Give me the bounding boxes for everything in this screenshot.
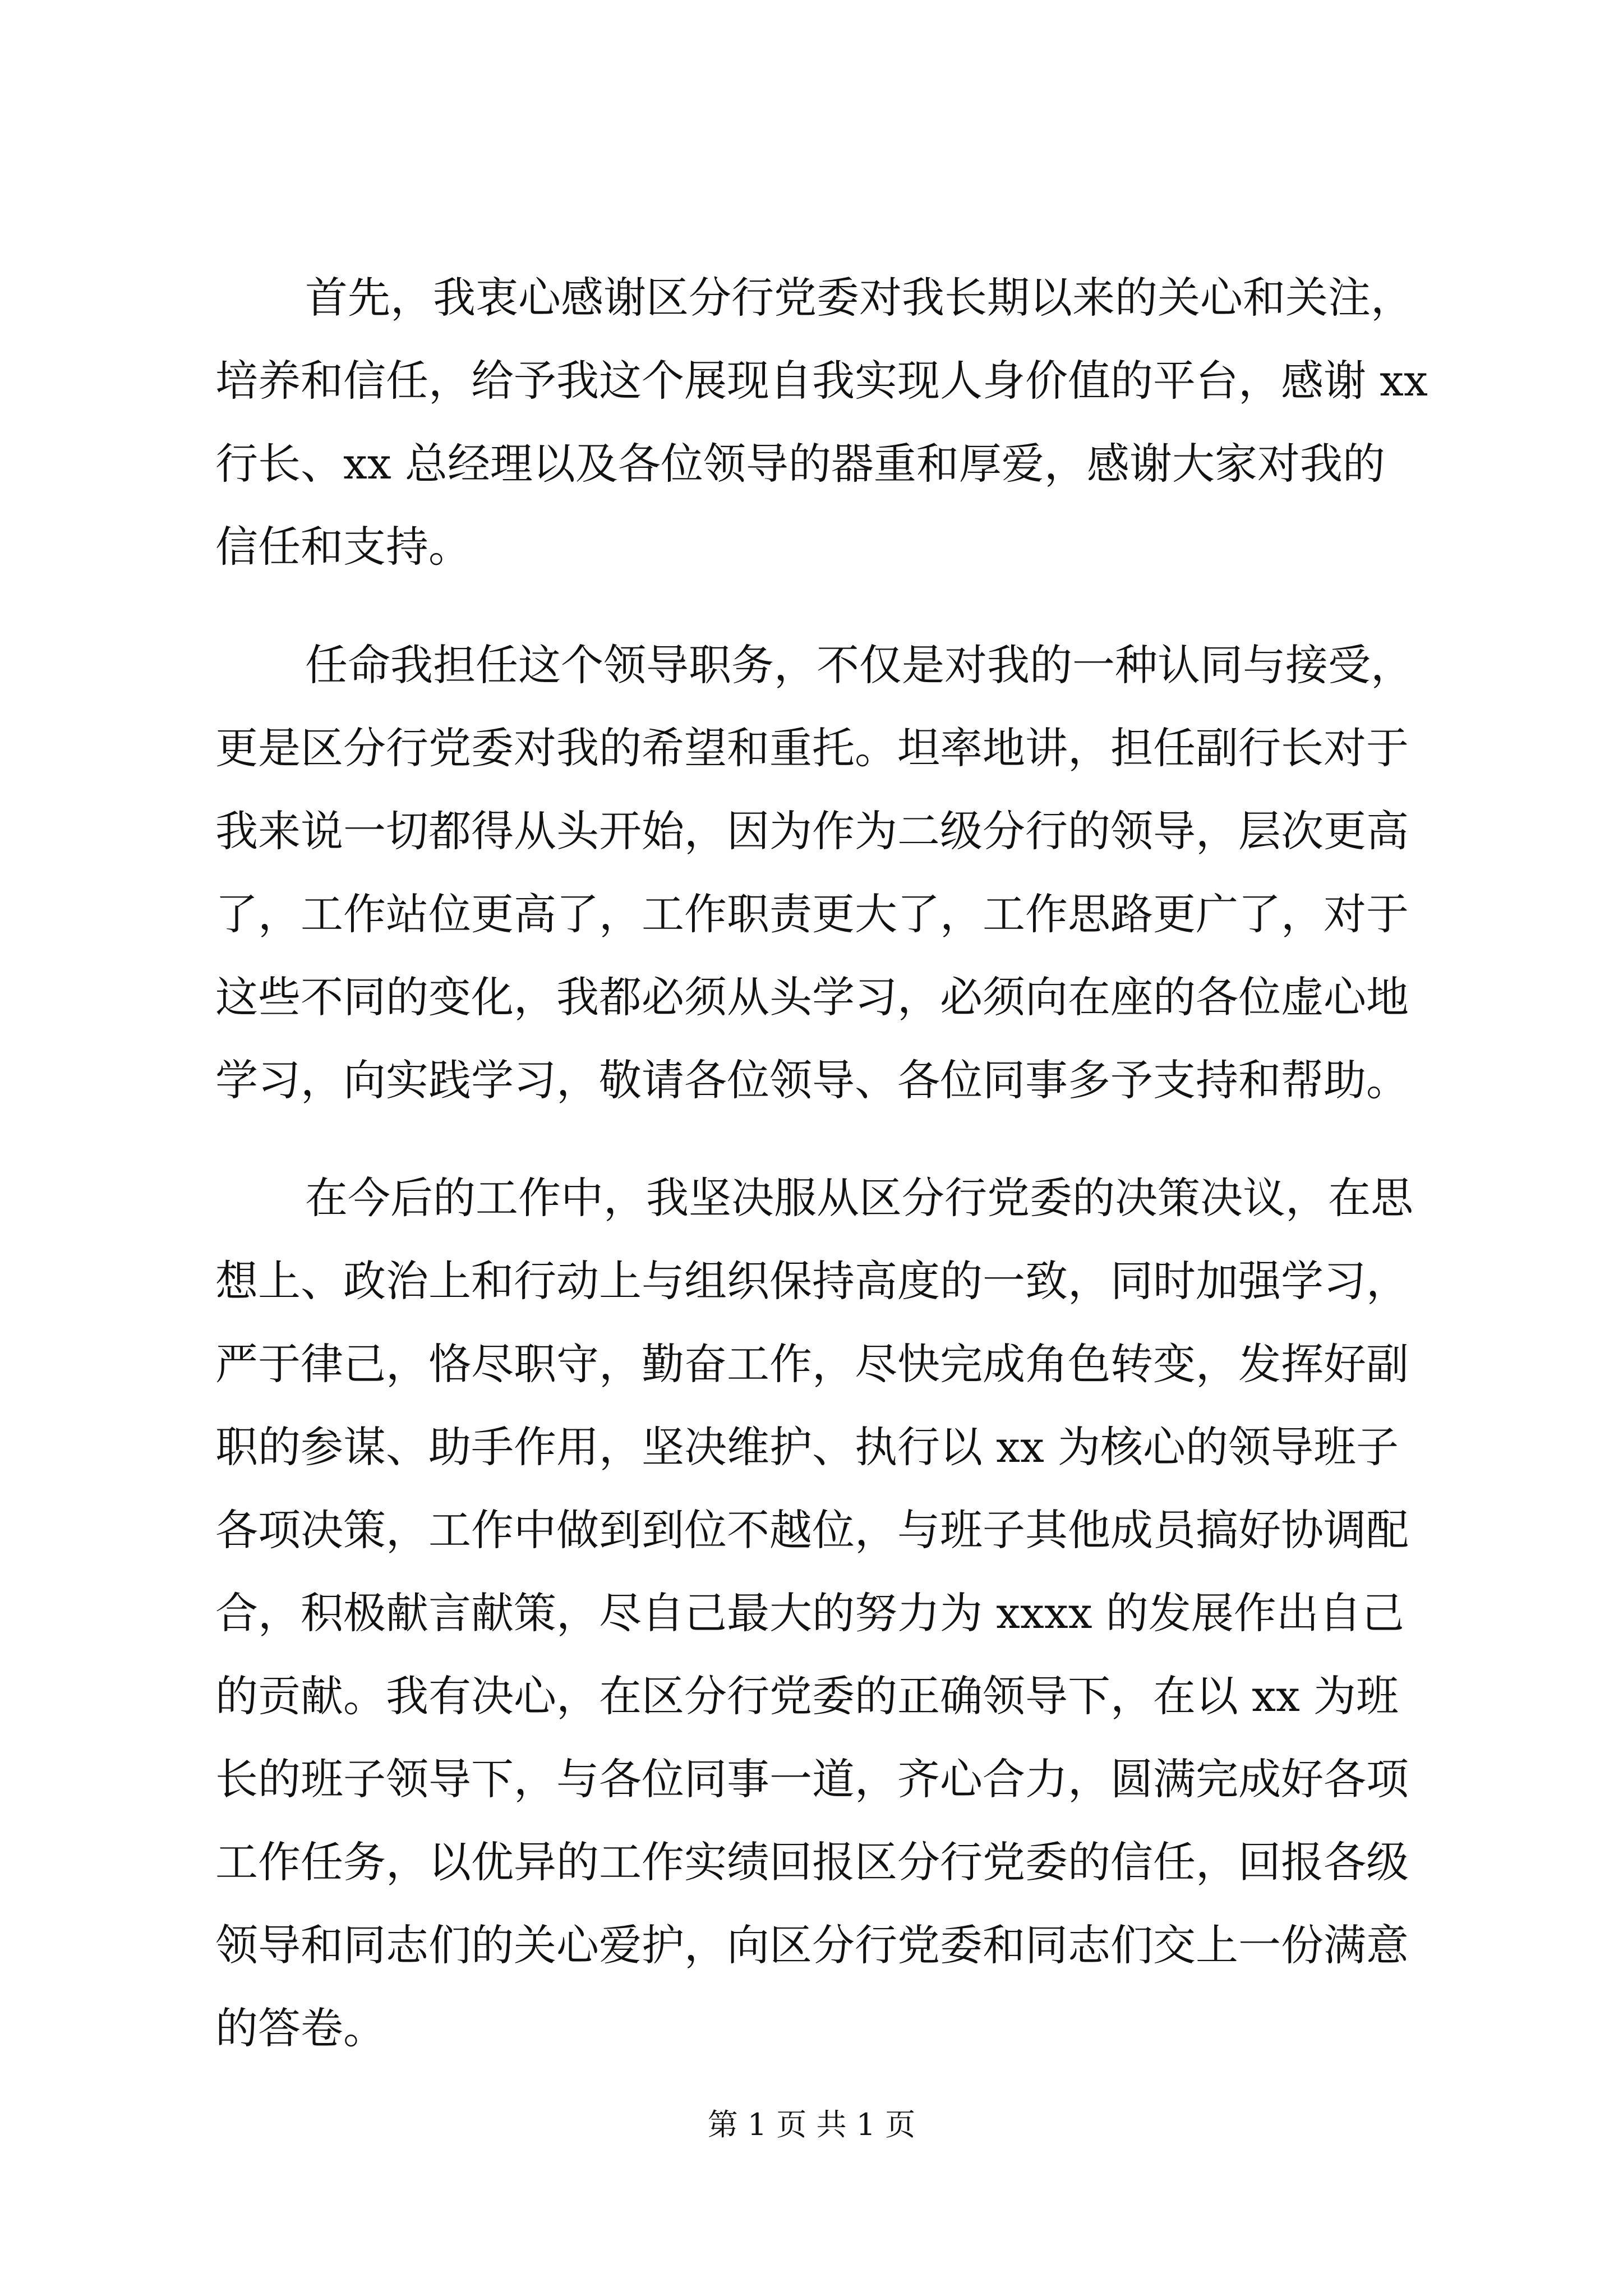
paragraph-3-line-9: 工作任务，以优异的工作实绩回报区分行党委的信任，回报各级: [215, 1837, 1409, 1887]
paragraph-1-line-4: 信任和支持。: [215, 522, 471, 572]
page-footer: 第 1 页 共 1 页: [707, 2107, 916, 2142]
paragraph-3-line-7: 的贡献。我有决心，在区分行党委的正确领导下，在以 xx 为班: [215, 1671, 1399, 1721]
paragraph-3-line-4: 职的参谋、助手作用，坚决维护、执行以 xx 为核心的领导班子: [215, 1422, 1399, 1472]
paragraph-2-line-5: 这些不同的变化，我都必须从头学习，必须向在座的各位虚心地: [215, 972, 1409, 1022]
paragraph-3-line-10: 领导和同志们的关心爱护，向区分行党委和同志们交上一份满意: [215, 1920, 1409, 1970]
paragraph-1-line-2: 培养和信任，给予我这个展现自我实现人身价值的平台，感谢 xx: [215, 356, 1428, 406]
paragraph-3-line-3: 严于律己，恪尽职守，勤奋工作，尽快完成角色转变，发挥好副: [215, 1339, 1409, 1389]
paragraph-3-line-11: 的答卷。: [215, 2003, 386, 2053]
paragraph-2-line-4: 了，工作站位更高了，工作职责更大了，工作思路更广了，对于: [215, 889, 1409, 939]
paragraph-2-line-2: 更是区分行党委对我的希望和重托。坦率地讲，担任副行长对于: [215, 723, 1409, 773]
paragraph-3-line-8: 长的班子领导下，与各位同事一道，齐心合力，圆满完成好各项: [215, 1754, 1409, 1804]
paragraph-2-line-6: 学习，向实践学习，敬请各位领导、各位同事多予支持和帮助。: [215, 1055, 1409, 1105]
paragraph-3-line-1: 在今后的工作中，我坚决服从区分行党委的决策决议，在思: [305, 1173, 1413, 1223]
paragraph-1-line-1: 首先，我衷心感谢区分行党委对我长期以来的关心和关注，: [305, 273, 1413, 323]
paragraph-3-line-5: 各项决策，工作中做到到位不越位，与班子其他成员搞好协调配: [215, 1505, 1409, 1555]
paragraph-2-line-3: 我来说一切都得从头开始，因为作为二级分行的领导，层次更高: [215, 806, 1409, 856]
paragraph-2-line-1: 任命我担任这个领导职务，不仅是对我的一种认同与接受，: [305, 640, 1413, 690]
paragraph-3-line-6: 合，积极献言献策，尽自己最大的努力为 xxxx 的发展作出自己: [215, 1588, 1404, 1638]
paragraph-1-line-3: 行长、xx 总经理以及各位领导的器重和厚爱，感谢大家对我的: [215, 439, 1385, 489]
paragraph-3-line-2: 想上、政治上和行动上与组织保持高度的一致，同时加强学习，: [215, 1256, 1409, 1306]
